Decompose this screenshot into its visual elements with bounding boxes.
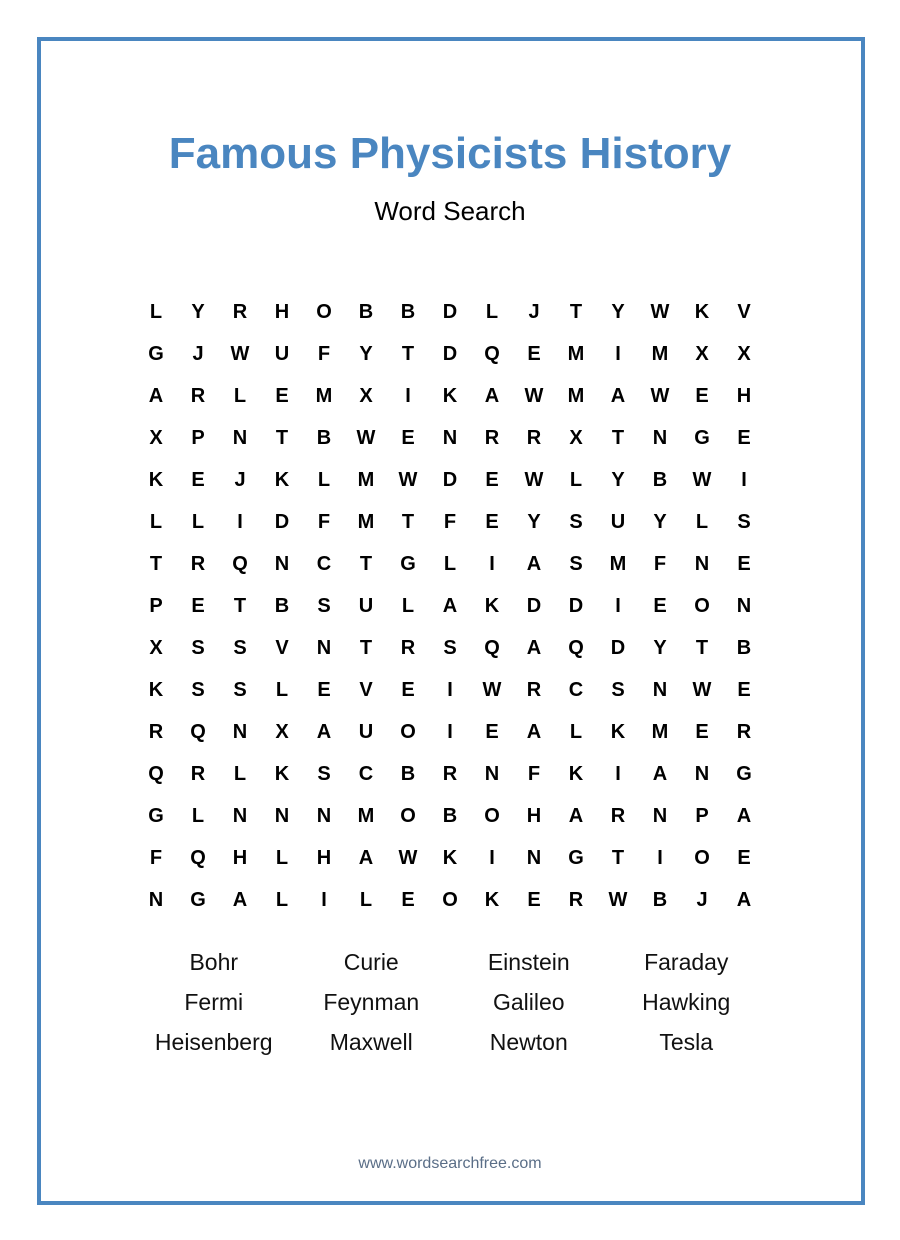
grid-cell: M xyxy=(651,343,669,365)
grid-cell: I xyxy=(447,721,453,743)
grid-cell: O xyxy=(400,721,416,743)
grid-cell: L xyxy=(275,679,289,701)
grid-cell: Q xyxy=(232,553,248,575)
word-list-item: Maxwell xyxy=(329,1029,413,1055)
grid-cell: B xyxy=(652,469,668,491)
grid-cell: P xyxy=(149,595,163,617)
grid-cell: R xyxy=(400,637,416,659)
grid-cell: U xyxy=(358,721,374,743)
grid-cell: I xyxy=(489,553,495,575)
grid-cell: L xyxy=(149,511,163,533)
grid-cell: E xyxy=(401,679,415,701)
grid-cell: W xyxy=(356,427,376,449)
grid-cell: R xyxy=(190,763,206,785)
grid-cell: K xyxy=(442,385,458,407)
grid-cell: E xyxy=(485,511,499,533)
grid-cell: I xyxy=(615,343,621,365)
grid-row xyxy=(135,669,765,711)
grid-cell: C xyxy=(358,763,374,785)
grid-row xyxy=(135,333,765,375)
grid-cell: K xyxy=(610,721,626,743)
grid-cell: J xyxy=(696,889,708,911)
grid-cell: M xyxy=(357,511,375,533)
grid-cell: L xyxy=(191,511,205,533)
grid-cell: N xyxy=(652,679,668,701)
grid-cell: K xyxy=(148,679,164,701)
grid-cell: F xyxy=(317,343,331,365)
grid-cell: W xyxy=(650,385,670,407)
grid-cell: Y xyxy=(653,637,667,659)
grid-cell: B xyxy=(736,637,752,659)
grid-cell: G xyxy=(568,847,584,869)
grid-cell: O xyxy=(694,595,710,617)
grid-cell: S xyxy=(233,679,247,701)
footer-url[interactable]: www.wordsearchfree.com xyxy=(358,1155,542,1172)
grid-cell: M xyxy=(567,385,585,407)
grid-cell: R xyxy=(526,679,542,701)
grid-cell: L xyxy=(149,301,163,323)
grid-cell: X xyxy=(149,637,163,659)
grid-cell: R xyxy=(568,889,584,911)
grid-cell: R xyxy=(190,385,206,407)
grid-cell: V xyxy=(737,301,751,323)
grid-cell: R xyxy=(484,427,500,449)
grid-cell: K xyxy=(274,469,290,491)
grid-cell: H xyxy=(736,385,752,407)
grid-cell: N xyxy=(526,847,542,869)
grid-cell: E xyxy=(485,721,499,743)
grid-cell: C xyxy=(568,679,584,701)
grid-cell: P xyxy=(695,805,709,827)
grid-cell: T xyxy=(611,847,625,869)
grid-cell: S xyxy=(569,553,583,575)
grid-cell: W xyxy=(524,385,544,407)
grid-cell: S xyxy=(317,595,331,617)
word-list-item: Heisenberg xyxy=(154,1029,273,1055)
grid-cell: T xyxy=(149,553,163,575)
grid-cell: Q xyxy=(568,637,584,659)
word-list-item: Galileo xyxy=(492,989,565,1015)
grid-cell: K xyxy=(274,763,290,785)
grid-cell: L xyxy=(569,721,583,743)
grid-cell: D xyxy=(442,301,458,323)
grid-cell: T xyxy=(401,511,415,533)
grid-cell: A xyxy=(526,553,542,575)
word-list-item: Einstein xyxy=(487,949,570,975)
word-list-item: Fermi xyxy=(184,989,244,1015)
grid-cell: L xyxy=(443,553,457,575)
grid-cell: N xyxy=(274,553,290,575)
grid-cell: W xyxy=(230,343,250,365)
grid-cell: Q xyxy=(190,847,206,869)
grid-cell: S xyxy=(233,637,247,659)
grid-cell: W xyxy=(608,889,628,911)
grid-cell: W xyxy=(692,679,712,701)
grid-cell: X xyxy=(275,721,289,743)
grid-cell: O xyxy=(316,301,332,323)
grid-cell: E xyxy=(527,889,541,911)
grid-row xyxy=(135,837,765,879)
grid-cell: M xyxy=(567,343,585,365)
grid-cell: D xyxy=(610,637,626,659)
grid-cell: E xyxy=(401,427,415,449)
grid-cell: H xyxy=(316,847,332,869)
grid-cell: L xyxy=(275,889,289,911)
grid-cell: D xyxy=(568,595,584,617)
grid-cell: L xyxy=(401,595,415,617)
grid-cell: M xyxy=(609,553,627,575)
grid-cell: T xyxy=(611,427,625,449)
grid-cell: N xyxy=(316,805,332,827)
grid-cell: O xyxy=(442,889,458,911)
grid-row xyxy=(135,753,765,795)
word-list xyxy=(135,942,765,1062)
grid-cell: N xyxy=(232,721,248,743)
grid-cell: R xyxy=(442,763,458,785)
grid-cell: N xyxy=(148,889,164,911)
grid-cell: W xyxy=(482,679,502,701)
grid-cell: H xyxy=(232,847,248,869)
grid-cell: G xyxy=(148,805,164,827)
grid-cell: S xyxy=(737,511,751,533)
grid-cell: A xyxy=(358,847,374,869)
grid-cell: F xyxy=(527,763,541,785)
grid-cell: T xyxy=(359,637,373,659)
grid-cell: E xyxy=(527,343,541,365)
grid-cell: N xyxy=(232,427,248,449)
grid-cell: E xyxy=(401,889,415,911)
grid-cell: A xyxy=(148,385,164,407)
grid-cell: E xyxy=(653,595,667,617)
grid-cell: B xyxy=(400,763,416,785)
grid-cell: I xyxy=(489,847,495,869)
grid-cell: B xyxy=(442,805,458,827)
grid-cell: G xyxy=(694,427,710,449)
grid-cell: L xyxy=(191,805,205,827)
grid-cell: L xyxy=(233,385,247,407)
grid-cell: Y xyxy=(191,301,205,323)
grid-cell: B xyxy=(316,427,332,449)
grid-cell: E xyxy=(737,553,751,575)
grid-cell: O xyxy=(484,805,500,827)
grid-row xyxy=(135,879,765,921)
grid-cell: W xyxy=(398,847,418,869)
grid-row xyxy=(135,627,765,669)
grid-row xyxy=(135,417,765,459)
grid-cell: U xyxy=(358,595,374,617)
grid-cell: H xyxy=(274,301,290,323)
grid-cell: T xyxy=(401,343,415,365)
grid-cell: E xyxy=(275,385,289,407)
grid-cell: K xyxy=(484,889,500,911)
grid-cell: S xyxy=(317,763,331,785)
grid-cell: A xyxy=(526,721,542,743)
grid-cell: D xyxy=(442,469,458,491)
grid-row xyxy=(135,459,765,501)
grid-cell: I xyxy=(615,595,621,617)
grid-cell: B xyxy=(358,301,374,323)
grid-cell: S xyxy=(191,637,205,659)
grid-cell: A xyxy=(232,889,248,911)
grid-cell: Q xyxy=(148,763,164,785)
grid-cell: I xyxy=(615,763,621,785)
grid-cell: R xyxy=(526,427,542,449)
grid-cell: D xyxy=(274,511,290,533)
letter-grid xyxy=(135,291,765,921)
grid-cell: M xyxy=(357,805,375,827)
grid-row xyxy=(135,585,765,627)
grid-cell: E xyxy=(737,679,751,701)
grid-cell: E xyxy=(191,595,205,617)
grid-cell: R xyxy=(736,721,752,743)
grid-cell: I xyxy=(657,847,663,869)
grid-cell: A xyxy=(526,637,542,659)
word-list-item: Bohr xyxy=(189,949,239,975)
word-list-item: Hawking xyxy=(642,989,731,1015)
grid-cell: J xyxy=(192,343,204,365)
grid-cell: U xyxy=(274,343,290,365)
grid-cell: L xyxy=(233,763,247,785)
grid-cell: N xyxy=(694,763,710,785)
grid-cell: A xyxy=(736,889,752,911)
grid-cell: F xyxy=(443,511,457,533)
grid-cell: N xyxy=(652,427,668,449)
grid-cell: I xyxy=(741,469,747,491)
grid-cell: N xyxy=(736,595,752,617)
grid-cell: W xyxy=(692,469,712,491)
grid-cell: L xyxy=(359,889,373,911)
grid-cell: X xyxy=(695,343,709,365)
grid-cell: I xyxy=(321,889,327,911)
grid-cell: C xyxy=(316,553,332,575)
grid-cell: A xyxy=(316,721,332,743)
grid-row xyxy=(135,501,765,543)
grid-row xyxy=(135,711,765,753)
page-subtitle: Word Search xyxy=(374,196,526,226)
grid-cell: F xyxy=(653,553,667,575)
grid-cell: N xyxy=(316,637,332,659)
grid-cell: I xyxy=(405,385,411,407)
grid-cell: A xyxy=(442,595,458,617)
grid-row xyxy=(135,543,765,585)
grid-cell: E xyxy=(737,847,751,869)
grid-cell: Y xyxy=(359,343,373,365)
word-list-item: Faraday xyxy=(644,949,729,975)
grid-cell: N xyxy=(652,805,668,827)
page-title: Famous Physicists History xyxy=(168,129,732,178)
grid-cell: I xyxy=(447,679,453,701)
grid-cell: T xyxy=(569,301,583,323)
grid-cell: T xyxy=(359,553,373,575)
grid-cell: A xyxy=(652,763,668,785)
grid-cell: Y xyxy=(611,469,625,491)
grid-cell: G xyxy=(736,763,752,785)
grid-cell: R xyxy=(190,553,206,575)
grid-cell: J xyxy=(234,469,246,491)
grid-cell: W xyxy=(398,469,418,491)
grid-cell: N xyxy=(232,805,248,827)
grid-cell: Y xyxy=(527,511,541,533)
grid-row xyxy=(135,291,765,333)
grid-cell: Y xyxy=(653,511,667,533)
grid-cell: H xyxy=(526,805,542,827)
grid-cell: N xyxy=(694,553,710,575)
grid-cell: F xyxy=(149,847,163,869)
grid-cell: Q xyxy=(484,343,500,365)
grid-cell: P xyxy=(191,427,205,449)
grid-cell: A xyxy=(568,805,584,827)
grid-cell: N xyxy=(442,427,458,449)
grid-cell: N xyxy=(484,763,500,785)
grid-cell: N xyxy=(274,805,290,827)
grid-cell: L xyxy=(695,511,709,533)
word-list-item: Newton xyxy=(489,1029,568,1055)
grid-cell: E xyxy=(485,469,499,491)
grid-cell: Y xyxy=(611,301,625,323)
grid-cell: E xyxy=(191,469,205,491)
word-list-item: Tesla xyxy=(659,1029,714,1055)
grid-cell: L xyxy=(569,469,583,491)
grid-cell: O xyxy=(694,847,710,869)
grid-cell: K xyxy=(148,469,164,491)
grid-cell: S xyxy=(569,511,583,533)
grid-cell: S xyxy=(443,637,457,659)
grid-cell: K xyxy=(568,763,584,785)
grid-cell: G xyxy=(400,553,416,575)
grid-cell: D xyxy=(442,343,458,365)
grid-cell: I xyxy=(237,511,243,533)
grid-cell: A xyxy=(484,385,500,407)
grid-cell: W xyxy=(524,469,544,491)
grid-cell: E xyxy=(737,427,751,449)
grid-cell: A xyxy=(736,805,752,827)
grid-cell: D xyxy=(526,595,542,617)
grid-cell: M xyxy=(357,469,375,491)
grid-cell: W xyxy=(650,301,670,323)
grid-cell: R xyxy=(232,301,248,323)
grid-cell: J xyxy=(528,301,540,323)
grid-row xyxy=(135,795,765,837)
grid-cell: B xyxy=(652,889,668,911)
grid-cell: E xyxy=(695,385,709,407)
grid-cell: E xyxy=(695,721,709,743)
grid-cell: T xyxy=(695,637,709,659)
grid-cell: S xyxy=(611,679,625,701)
grid-cell: Q xyxy=(484,637,500,659)
grid-cell: U xyxy=(610,511,626,533)
grid-cell: M xyxy=(315,385,333,407)
grid-cell: L xyxy=(275,847,289,869)
word-list-item: Curie xyxy=(343,949,399,975)
grid-cell: O xyxy=(400,805,416,827)
grid-cell: T xyxy=(233,595,247,617)
grid-cell: G xyxy=(190,889,206,911)
grid-cell: X xyxy=(737,343,751,365)
grid-cell: V xyxy=(359,679,373,701)
grid-cell: L xyxy=(317,469,331,491)
grid-cell: E xyxy=(317,679,331,701)
grid-cell: Q xyxy=(190,721,206,743)
grid-row xyxy=(135,375,765,417)
word-list-item: Feynman xyxy=(323,989,420,1015)
grid-cell: V xyxy=(275,637,289,659)
grid-cell: K xyxy=(484,595,500,617)
grid-cell: R xyxy=(610,805,626,827)
grid-cell: S xyxy=(191,679,205,701)
grid-cell: F xyxy=(317,511,331,533)
grid-cell: X xyxy=(359,385,373,407)
grid-cell: R xyxy=(148,721,164,743)
grid-cell: X xyxy=(569,427,583,449)
grid-cell: A xyxy=(610,385,626,407)
grid-cell: M xyxy=(651,721,669,743)
grid-cell: T xyxy=(275,427,289,449)
grid-cell: K xyxy=(694,301,710,323)
grid-cell: X xyxy=(149,427,163,449)
grid-cell: B xyxy=(400,301,416,323)
grid-cell: G xyxy=(148,343,164,365)
grid-cell: K xyxy=(442,847,458,869)
grid-cell: L xyxy=(485,301,499,323)
grid-cell: B xyxy=(274,595,290,617)
